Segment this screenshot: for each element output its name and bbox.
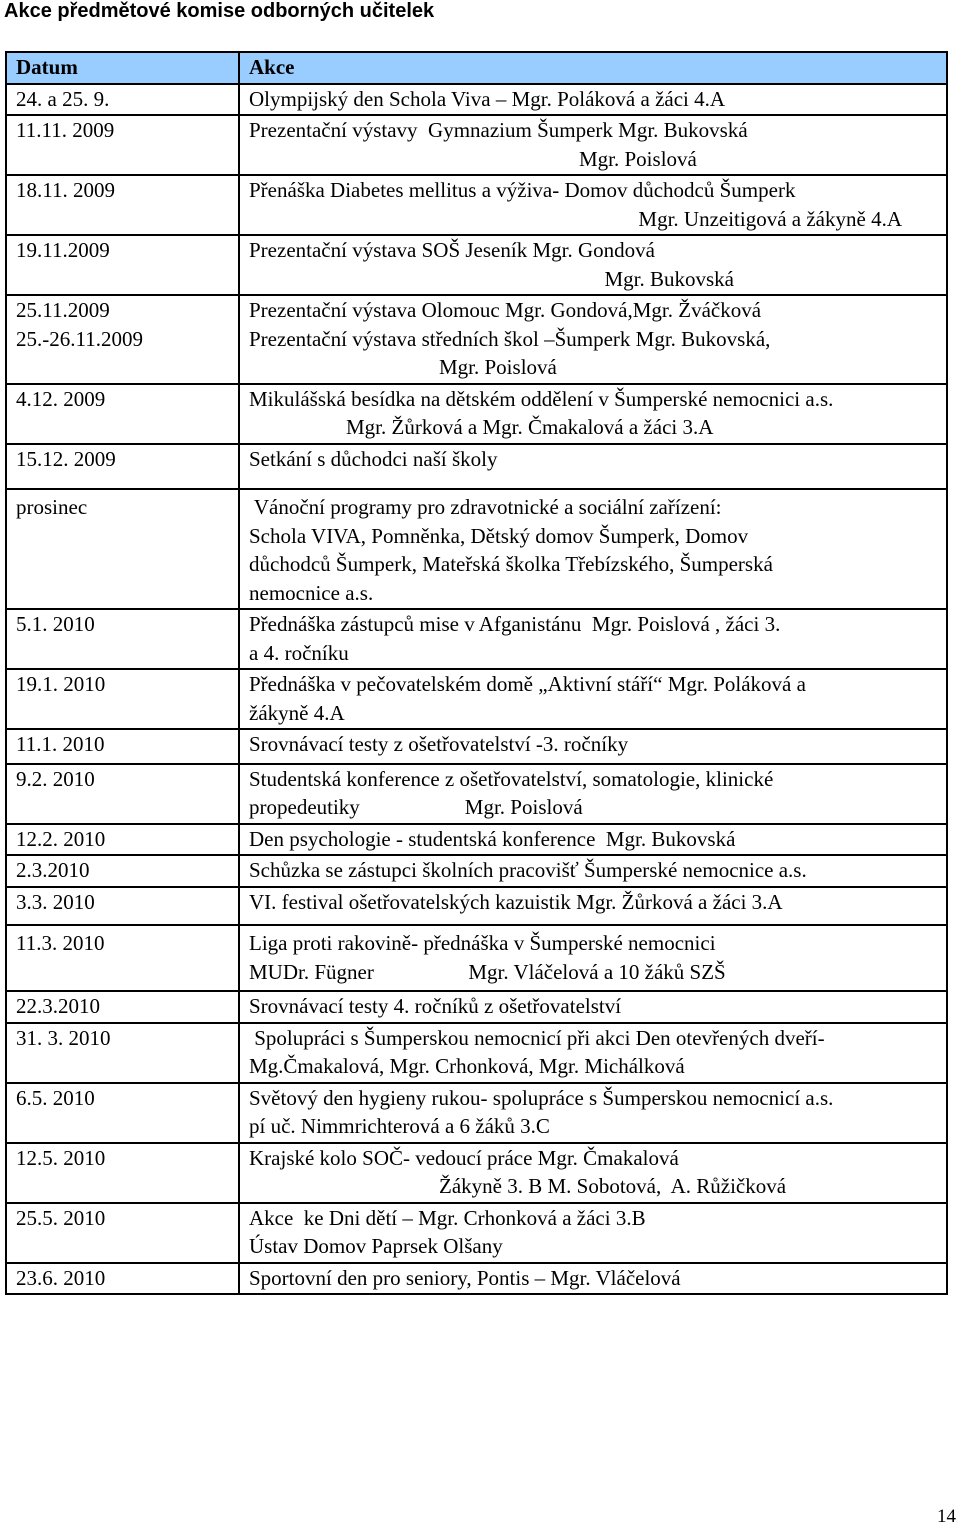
date-line: 3.3. 2010 (16, 889, 95, 914)
action-line: Krajské kolo SOČ- vedoucí práce Mgr. Čmakalová (249, 1145, 679, 1170)
action-cell (239, 115, 947, 175)
date-cell (6, 1023, 239, 1083)
action-line: Studentská konference z ošetřovatelství, somatologie, klinické (249, 766, 774, 791)
action-cell (239, 991, 947, 1023)
action-line: Schola VIVA, Pomněnka, Dětský domov Šumperk, Domov (249, 523, 749, 548)
date-line: 9.2. 2010 (16, 766, 95, 791)
header-action: Akce (239, 52, 947, 84)
date-line: 2.3.2010 (16, 858, 90, 882)
date-line: 4.12. 2009 (16, 386, 106, 411)
action-cell (239, 444, 947, 490)
action-line: Schůzka se zástupci školních pracovišť Šumperské nemocnice a.s. (249, 858, 807, 882)
action-line: Spolupráci s Šumperskou nemocnicí při akci Den otevřených dveří- (249, 1025, 825, 1050)
action-line: a 4. ročníku (249, 640, 349, 665)
action-line: Mgr. Poislová (439, 355, 557, 379)
action-line: propedeutiky Mgr. Poislová (249, 795, 583, 819)
table-header-row (6, 52, 947, 84)
action-line: Setkání s důchodci naší školy (249, 446, 498, 471)
table-row (6, 855, 947, 887)
date-cell (6, 764, 239, 824)
date-cell (6, 84, 239, 116)
date-line: 25.5. 2010 (16, 1205, 106, 1230)
date-cell (6, 235, 239, 295)
table-row (6, 489, 947, 609)
date-cell (6, 295, 239, 384)
table-row (6, 84, 947, 116)
date-line: 19.1. 2010 (16, 672, 106, 696)
action-line: Vánoční programy pro zdravotnické a sociální zařízení: (249, 495, 722, 519)
action-line: Světový den hygieny rukou- spolupráce s Šumperskou nemocnicí a.s. (249, 1085, 834, 1110)
action-line: Mg.Čmakalová, Mgr. Crhonková, Mgr. Michálková (249, 1054, 685, 1078)
date-line: prosinec (16, 495, 88, 519)
date-line: 25.-26.11.2009 (16, 326, 143, 351)
action-line: Mikulášská besídka na dětském oddělení v Šumperské nemocnici a.s. (249, 386, 834, 411)
table-row (6, 1263, 947, 1295)
table-row (6, 115, 947, 175)
action-line: Sportovní den pro seniory, Pontis – Mgr. Vláčelová (249, 1265, 681, 1290)
action-line: Srovnávací testy z ošetřovatelství -3. ročníky (249, 732, 629, 756)
action-cell (239, 669, 947, 729)
table-row (6, 764, 947, 824)
date-cell (6, 444, 239, 490)
action-line: Přenáška Diabetes mellitus a výživa- Domov důchodců Šumperk (249, 178, 796, 202)
table-row (6, 609, 947, 669)
date-cell (6, 609, 239, 669)
action-line: VI. festival ošetřovatelských kazuistik Mgr. Žůrková a žáci 3.A (249, 889, 783, 914)
table-row (6, 824, 947, 856)
action-cell (239, 764, 947, 824)
table-row (6, 235, 947, 295)
date-line: 24. a 25. 9. (16, 86, 110, 111)
action-line: Olympijský den Schola Viva – Mgr. Poláková a žáci 4.A (249, 86, 726, 111)
action-cell (239, 1143, 947, 1203)
date-line: 19.11.2009 (16, 238, 110, 262)
date-cell (6, 1083, 239, 1143)
date-line: 12.2. 2010 (16, 826, 106, 851)
date-cell (6, 729, 239, 764)
action-line: Prezentační výstavy Gymnazium Šumperk Mgr. Bukovská (249, 118, 748, 142)
page-number: 14 (937, 1506, 956, 1527)
date-line: 31. 3. 2010 (16, 1025, 111, 1050)
date-line: 6.5. 2010 (16, 1085, 95, 1110)
table-row (6, 729, 947, 764)
date-line: 15.12. 2009 (16, 446, 116, 471)
date-line: 23.6. 2010 (16, 1265, 106, 1290)
table-row (6, 887, 947, 926)
date-cell (6, 384, 239, 444)
action-line: Žákyně 3. B M. Sobotová, A. Růžičková (439, 1174, 787, 1198)
date-cell (6, 175, 239, 235)
action-line: Mgr. Bukovská (604, 266, 734, 291)
action-line: Prezentační výstava Olomouc Mgr. Gondová,Mgr. Žváčková (249, 298, 762, 322)
table-row (6, 1203, 947, 1263)
date-cell (6, 991, 239, 1023)
table-row (6, 1143, 947, 1203)
action-cell (239, 855, 947, 887)
date-cell (6, 855, 239, 887)
date-cell (6, 824, 239, 856)
date-cell (6, 1143, 239, 1203)
action-cell (239, 235, 947, 295)
action-line: Srovnávací testy 4. ročníků z ošetřovatelství (249, 994, 622, 1018)
table-row (6, 1083, 947, 1143)
action-line: Přednáška zástupců mise v Afganistánu Mgr. Poislová , žáci 3. (249, 612, 781, 636)
date-cell (6, 489, 239, 609)
date-cell (6, 925, 239, 991)
action-line: nemocnice a.s. (249, 580, 374, 605)
action-cell (239, 84, 947, 116)
date-line: 11.11. 2009 (16, 118, 115, 142)
action-cell (239, 175, 947, 235)
table-row (6, 991, 947, 1023)
action-cell (239, 384, 947, 444)
header-date: Datum (6, 52, 239, 84)
date-cell (6, 669, 239, 729)
action-line: Den psychologie - studentská konference Mgr. Bukovská (249, 826, 736, 851)
action-line: Liga proti rakovině- přednáška v Šumperské nemocnici (249, 931, 716, 955)
table-row (6, 444, 947, 490)
date-cell (6, 887, 239, 926)
date-line: 18.11. 2009 (16, 178, 115, 202)
action-cell (239, 489, 947, 609)
date-line: 22.3.2010 (16, 994, 100, 1018)
action-cell (239, 824, 947, 856)
table-row (6, 295, 947, 384)
action-line: Mgr. Žůrková a Mgr. Čmakalová a žáci 3.A (346, 415, 714, 439)
date-line: 11.3. 2010 (16, 931, 105, 955)
action-line: důchodců Šumperk, Mateřská školka Třebízského, Šumperská (249, 552, 773, 576)
date-line: 11.1. 2010 (16, 732, 105, 756)
action-cell (239, 729, 947, 764)
table-row (6, 384, 947, 444)
action-line: Mgr. Poislová (579, 146, 697, 171)
action-line: MUDr. Fügner Mgr. Vláčelová a 10 žáků SZŠ (249, 959, 726, 984)
action-cell (239, 1023, 947, 1083)
table-row (6, 669, 947, 729)
table-row (6, 925, 947, 991)
action-line: Prezentační výstava SOŠ Jeseník Mgr. Gondová (249, 238, 655, 262)
action-cell (239, 295, 947, 384)
page-title: Akce předmětové komise odborných učitelek (4, 0, 435, 22)
date-line: 5.1. 2010 (16, 612, 95, 636)
action-cell (239, 609, 947, 669)
action-cell (239, 925, 947, 991)
actions-table (5, 51, 948, 1295)
table-row (6, 1023, 947, 1083)
table-row (6, 175, 947, 235)
date-line: 25.11.2009 (16, 298, 110, 322)
action-line: pí uč. Nimmrichterová a 6 žáků 3.C (249, 1114, 550, 1138)
action-line: Mgr. Unzeitigová a žákyně 4.A (638, 206, 902, 231)
action-line: Prezentační výstava středních škol –Šumperk Mgr. Bukovská, (249, 326, 771, 351)
action-line: Akce ke Dni dětí – Mgr. Crhonková a žáci 3.B (249, 1205, 646, 1230)
action-cell (239, 1083, 947, 1143)
action-line: Ústav Domov Paprsek Olšany (249, 1234, 503, 1258)
action-cell (239, 887, 947, 926)
action-line: žákyně 4.A (249, 700, 345, 725)
date-cell (6, 1263, 239, 1295)
action-line: Přednáška v pečovatelském domě „Aktivní stáří“ Mgr. Poláková a (249, 672, 806, 696)
action-cell (239, 1263, 947, 1295)
date-cell (6, 1203, 239, 1263)
date-line: 12.5. 2010 (16, 1145, 106, 1170)
action-cell (239, 1203, 947, 1263)
date-cell (6, 115, 239, 175)
